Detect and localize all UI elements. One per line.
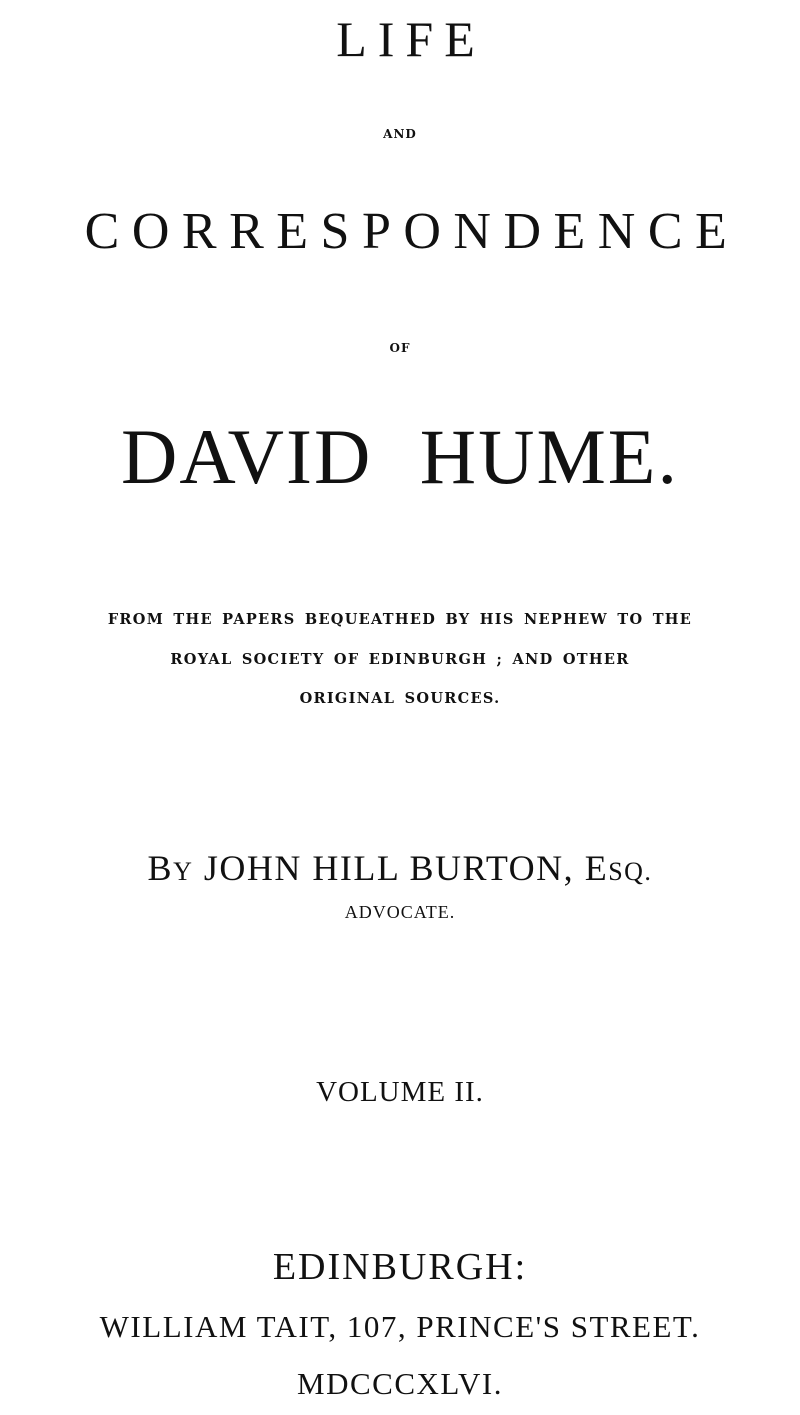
author-prefix-initial: B <box>147 848 174 888</box>
title-life: LIFE <box>336 11 486 67</box>
title-correspondence: CORRESPONDENCE <box>84 203 740 260</box>
author-line <box>0 850 800 886</box>
author-prefix-rest: Y <box>173 857 194 886</box>
author-suffix-initial: E <box>584 848 609 888</box>
title-david-hume: DAVID HUME. <box>121 413 679 500</box>
author-suffix-rest: SQ. <box>608 857 653 886</box>
imprint-publisher: WILLIAM TAIT, 107, PRINCE'S STREET. <box>99 1309 701 1344</box>
author-role: ADVOCATE. <box>344 902 456 922</box>
subtitle-line: ORIGINAL SOURCES. <box>299 690 501 707</box>
conjunction-of: OF <box>389 341 411 355</box>
volume-label: VOLUME II. <box>316 1076 484 1108</box>
subtitle-line: ROYAL SOCIETY OF EDINBURGH ; AND OTHER <box>170 651 630 668</box>
author-name: JOHN HILL BURTON, <box>203 848 575 888</box>
conjunction-and: AND <box>383 127 417 141</box>
subtitle-line: FROM THE PAPERS BEQUEATHED BY HIS NEPHEW TO THE <box>107 611 693 628</box>
imprint-year: MDCCCXLVI. <box>297 1366 503 1401</box>
imprint-city: EDINBURGH: <box>272 1246 528 1288</box>
